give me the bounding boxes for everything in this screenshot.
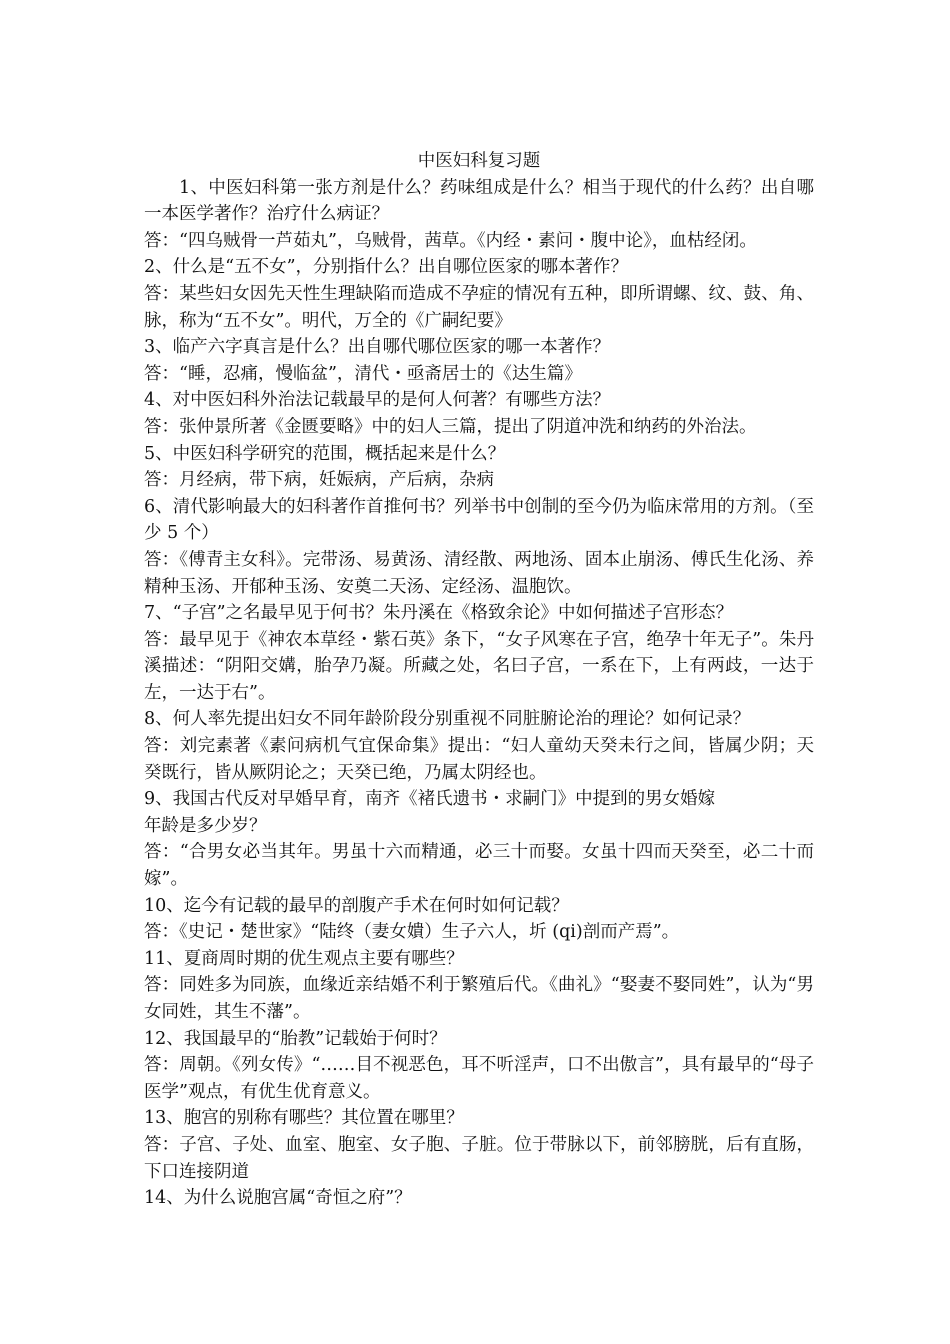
question-6: 6、清代影响最大的妇科著作首推何书？列举书中创制的至今仍为临床常用的方剂。（至少 5 个） xyxy=(144,496,814,544)
question-13: 13、胞宫的别称有哪些？其位置在哪里？ xyxy=(144,1108,464,1129)
question-12: 12、我国最早的“胎教”记载始于何时？ xyxy=(144,1028,447,1049)
answer-11: 答：同姓多为同族，血缘近亲结婚不利于繁殖后代。《曲礼》“娶妻不娶同姓”，认为“男女同姓，其生不藩”。 xyxy=(144,975,814,1022)
answer-7: 答：最早见于《神农本草经・紫石英》条下，“女子风寒在子宫，绝孕十年无子”。朱丹溪描述：“阴阳交媾，胎孕乃凝。所藏之处，名曰子宫，一系在下，上有两歧，一达于左，一达于右”。 xyxy=(144,629,814,703)
document-page xyxy=(144,148,814,1212)
question-9: 9、我国古代反对早婚早育，南齐《褚氏遗书・求嗣门》中提到的男女婚嫁 xyxy=(144,789,716,810)
answer-5: 答：月经病，带下病，妊娠病，产后病，杂病 xyxy=(144,470,494,491)
question-10: 10、迄今有记载的最早的剖腹产手术在何时如何记载？ xyxy=(144,895,569,916)
question-8: 8、何人率先提出妇女不同年龄阶段分别重视不同脏腑论治的理论？如何记录？ xyxy=(144,709,751,730)
question-3: 3、临产六字真言是什么？出自哪代哪位医家的哪一本著作？ xyxy=(144,337,611,358)
answer-1: 答：“四乌贼骨一芦茹丸”，乌贼骨，茜草。《内经・素问・腹中论》，血枯经闭。 xyxy=(144,230,757,251)
question-14: 14、为什么说胞宫属“奇恒之府”？ xyxy=(144,1188,412,1209)
question-11: 11、夏商周时期的优生观点主要有哪些？ xyxy=(144,948,464,969)
answer-9: 答：“合男女必当其年。男虽十六而精通，必三十而娶。女虽十四而天癸至，必二十而嫁”。 xyxy=(144,842,814,890)
answer-12: 答：周朝。《列女传》“……目不视恶色，耳不听淫声，口不出傲言”，具有最早的“母子医学”观点，有优生优育意义。 xyxy=(144,1055,814,1102)
answer-2: 答：某些妇女因先天性生理缺陷而造成不孕症的情况有五种，即所谓螺、纹、鼓、角、脉，称为“五不女”。明代，万全的《广嗣纪要》 xyxy=(144,283,814,331)
answer-10: 答：《史记・楚世家》“陆终（妻女嬇）生子六人，圻 (qi)剖而产焉”。 xyxy=(144,922,680,943)
question-5: 5、中医妇科学研究的范围，概括起来是什么？ xyxy=(144,443,506,464)
answer-4: 答：张仲景所著《金匮要略》中的妇人三篇，提出了阴道冲洗和纳药的外治法。 xyxy=(144,416,757,437)
question-1: 1、中医妇科第一张方剂是什么？药味组成是什么？相当于现代的什么药？出自哪一本医学著作？治疗什么病证？ xyxy=(144,177,814,225)
question-2: 2、什么是“五不女”，分别指什么？出自哪位医家的哪本著作？ xyxy=(144,257,629,278)
question-9-continued: 年龄是多少岁？ xyxy=(144,815,267,836)
question-7: 7、“子宫”之名最早见于何书？朱丹溪在《格致余论》中如何描述子宫形态？ xyxy=(144,603,734,624)
answer-13: 答：子宫、子处、血室、胞室、女子胞、子脏。位于带脉以下，前邻膀胱，后有直肠，下口连接阴道 xyxy=(144,1134,814,1182)
answer-6: 答：《傅青主女科》。完带汤、易黄汤、清经散、两地汤、固本止崩汤、傅氏生化汤、养精种玉汤、开郁种玉汤、安奠二天汤、定经汤、温胞饮。 xyxy=(144,549,814,597)
answer-8: 答：刘完素著《素问病机气宜保命集》提出：“妇人童幼天癸未行之间，皆属少阴；天癸既行，皆从厥阴论之；天癸已绝，乃属太阴经也。 xyxy=(144,736,814,783)
answer-3: 答：“睡，忍痛，慢临盆”，清代・亟斋居士的《达生篇》 xyxy=(144,363,582,384)
question-4: 4、对中医妇科外治法记载最早的是何人何著？有哪些方法？ xyxy=(144,390,611,411)
page-title: 中医妇科复习题 xyxy=(417,151,541,171)
